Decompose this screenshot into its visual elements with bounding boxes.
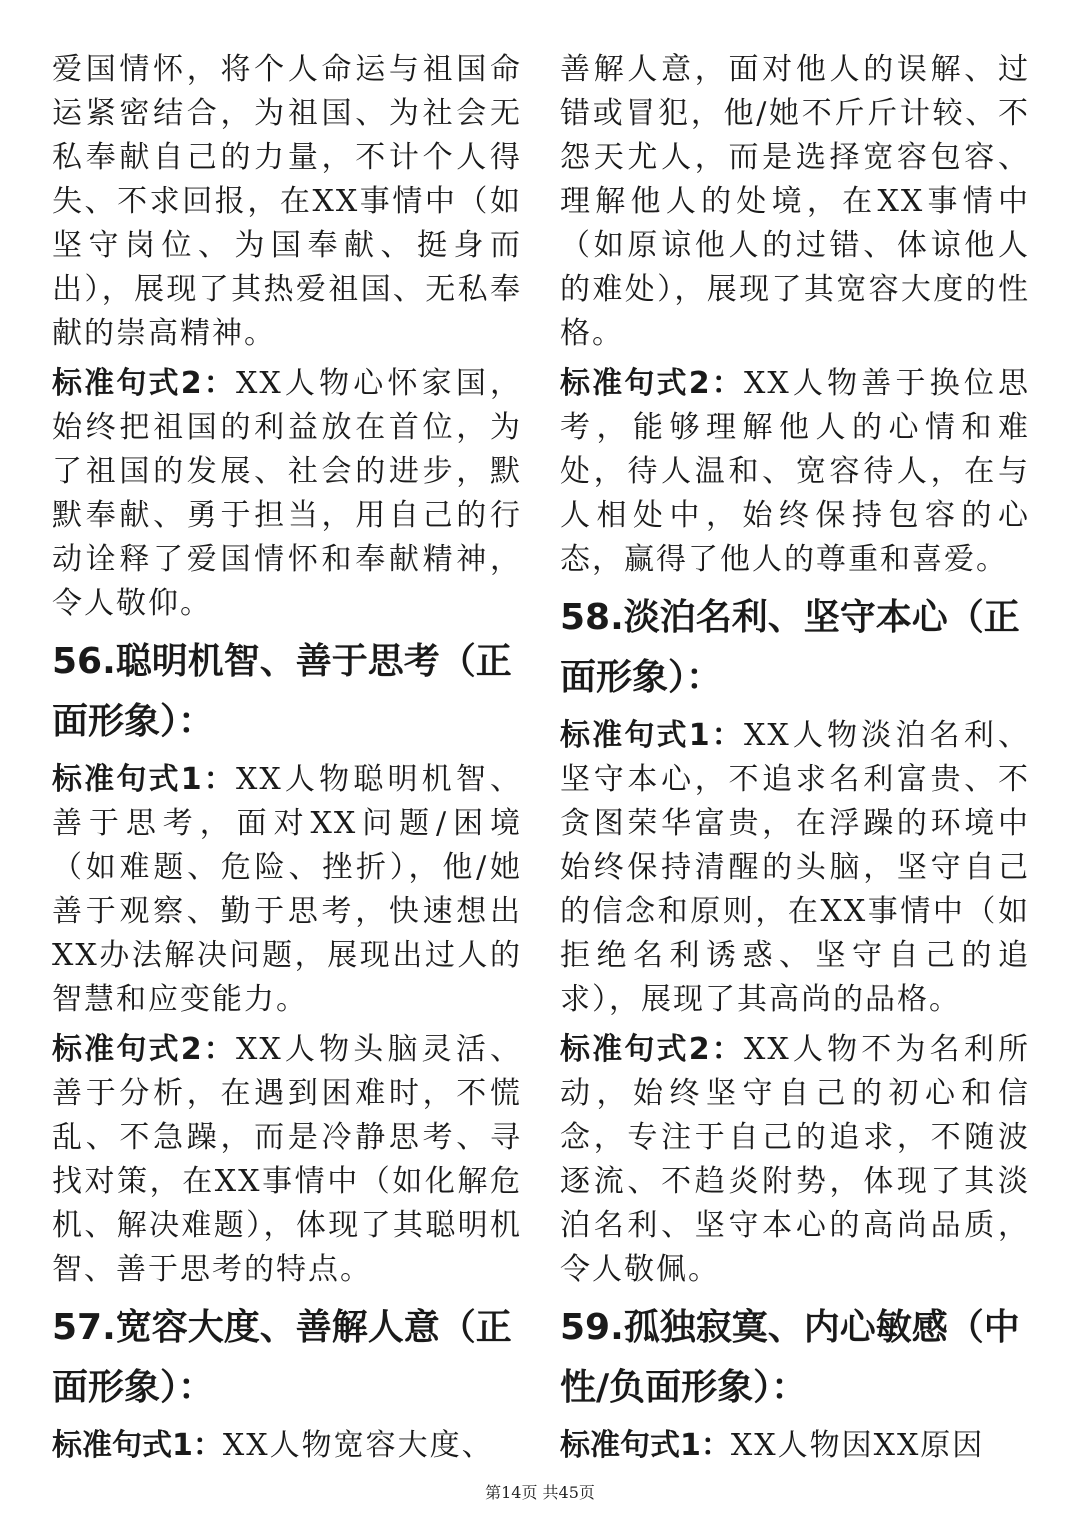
sentence-pattern-label: 标准句式2： — [560, 366, 744, 401]
paragraph-text: XX人物不为名利所动，始终坚守自己的初心和信念，专注于自己的追求，不随波逐流、不趋炎附势，体现了其淡泊名利、坚守本心的高尚品质，令人敬佩。 — [560, 1032, 1031, 1287]
section-heading: 57.宽容大度、善解人意（正面形象）： — [52, 1307, 512, 1408]
paragraph — [560, 714, 1030, 1022]
left-column — [52, 48, 522, 1474]
section-heading: 58.淡泊名利、坚守本心（正面形象）： — [560, 597, 1020, 698]
section-heading: 56.聪明机智、善于思考（正面形象）： — [52, 641, 512, 742]
paragraph-text: XX人物善于换位思考，能够理解他人的心情和难处，待人温和、宽容待人，在与人相处中，始终保持包容的心态，赢得了他人的尊重和喜爱。 — [560, 366, 1031, 577]
sentence-pattern-label: 标准句式2： — [52, 366, 236, 401]
sentence-pattern-label: 标准句式2： — [560, 1032, 744, 1067]
paragraph-text: XX人物淡泊名利、坚守本心，不追求名利富贵、不贪图荣华富贵，在浮躁的环境中始终保持清醒的头脑，坚守自己的信念和原则，在XX事情中（如拒绝名利诱惑、坚守自己的追求），展现了其高尚的品格。 — [560, 718, 1031, 1017]
sentence-pattern-label: 标准句式1： — [560, 1428, 731, 1463]
paragraph-text: XX人物聪明机智、善于思考，面对XX问题/困境（如难题、危险、挫折），他/她善于观察、勤于思考，快速想出XX办法解决问题，展现出过人的智慧和应变能力。 — [52, 762, 523, 1017]
sentence-pattern-label: 标准句式1： — [52, 1428, 223, 1463]
paragraph-text: XX人物因XX原因 — [730, 1428, 985, 1463]
sentence-pattern-label: 标准句式1： — [52, 762, 236, 797]
sentence-pattern-label: 标准句式1： — [560, 718, 744, 753]
paragraph-text: XX人物头脑灵活、善于分析，在遇到困难时，不慌乱、不急躁，而是冷静思考、寻找对策，在XX事情中（如化解危机、解决难题），体现了其聪明机智、善于思考的特点。 — [52, 1032, 523, 1287]
paragraph — [560, 1424, 1030, 1468]
page-number: 第14页 共45页 — [485, 1483, 595, 1502]
paragraph — [52, 1424, 522, 1468]
sentence-pattern-label: 标准句式2： — [52, 1032, 236, 1067]
paragraph — [52, 362, 522, 626]
paragraph-text: 善解人意，面对他人的误解、过错或冒犯，他/她不斤斤计较、不怨天尤人，而是选择宽容包容、理解他人的处境，在XX事情中（如原谅他人的过错、体谅他人的难处），展现了其宽容大度的性格。 — [560, 52, 1030, 351]
paragraph-text: XX人物心怀家国，始终把祖国的利益放在首位，为了祖国的发展、社会的进步，默默奉献、勇于担当，用自己的行动诠释了爱国情怀和奉献精神，令人敬仰。 — [52, 366, 523, 621]
paragraph — [560, 48, 1030, 356]
right-column — [560, 48, 1030, 1474]
paragraph-text: XX人物宽容大度、 — [222, 1428, 494, 1463]
section-heading: 59.孤独寂寞、内心敏感（中性/负面形象）： — [560, 1307, 1020, 1408]
paragraph — [560, 1028, 1030, 1292]
paragraph — [52, 758, 522, 1022]
paragraph-text: 爱国情怀，将个人命运与祖国命运紧密结合，为祖国、为社会无私奉献自己的力量，不计个人得失、不求回报，在XX事情中（如坚守岗位、为国奉献、挺身而出），展现了其热爱祖国、无私奉献的崇高精神。 — [52, 52, 522, 351]
paragraph — [560, 362, 1030, 582]
paragraph — [52, 48, 522, 356]
paragraph — [52, 1028, 522, 1292]
